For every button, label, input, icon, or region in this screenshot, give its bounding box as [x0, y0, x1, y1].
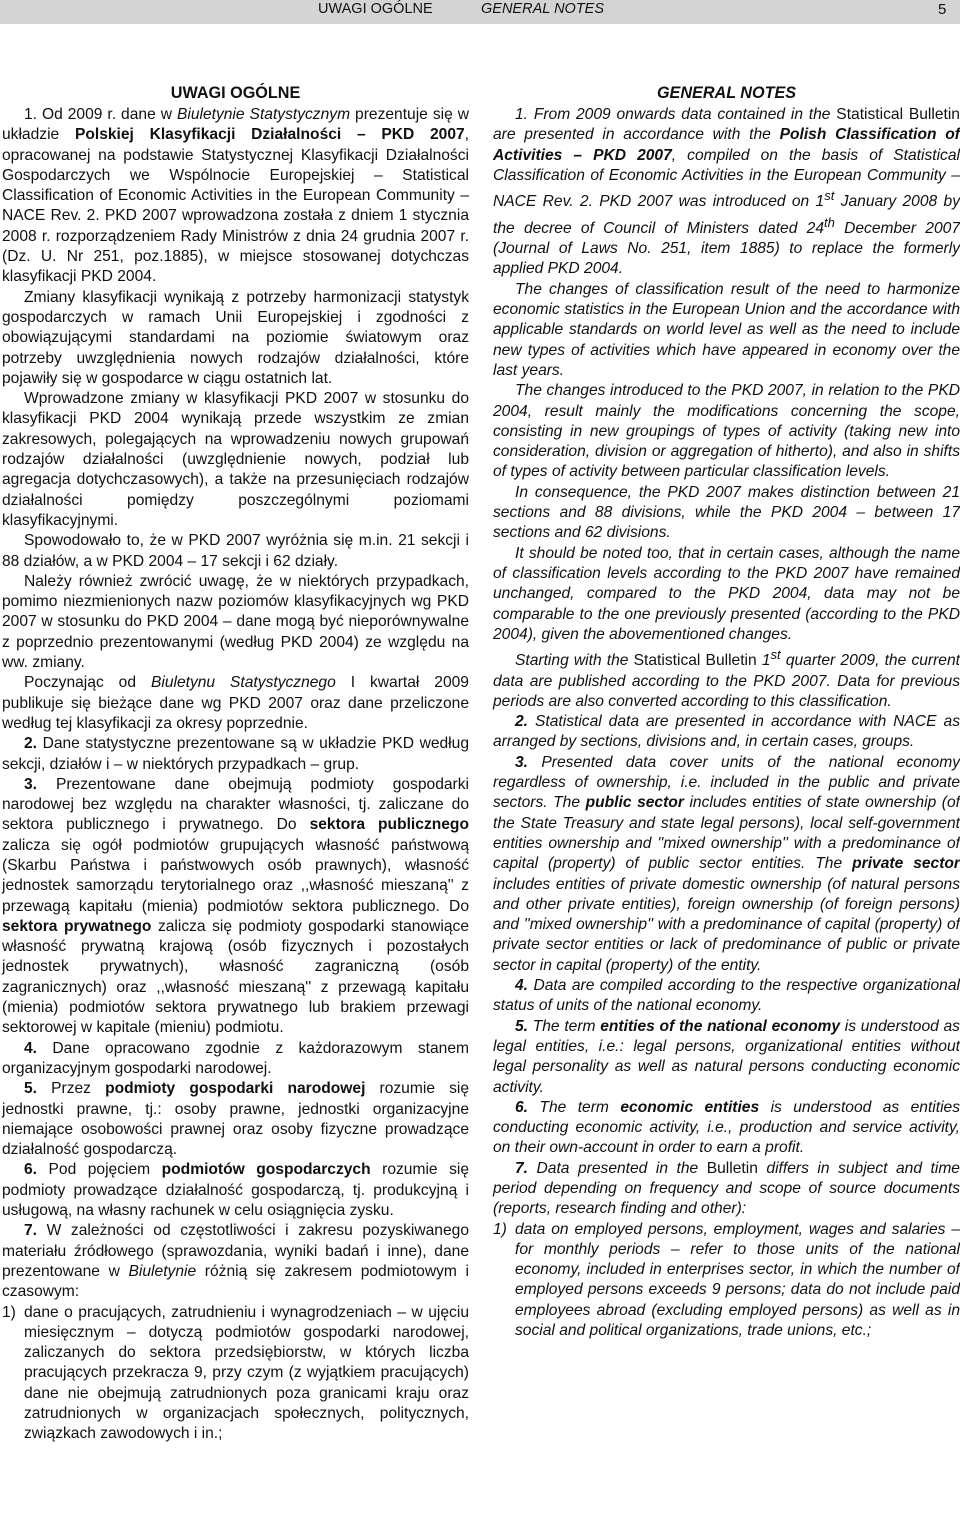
en-p11-num: 6. [515, 1098, 529, 1116]
list-item [493, 1220, 960, 1342]
en-p1-text-a: 1. From 2009 onwards data contained in the [515, 106, 837, 123]
en-p6-text-d: quarter 2009, the current data are published according to the PKD 2007. Data for previous periods are also converted according to this classification. [493, 652, 960, 710]
pl-p7-num: 2. [24, 735, 38, 753]
english-column [493, 82, 960, 1341]
en-p12-num: 7. [515, 1159, 529, 1177]
en-p10-num: 5. [515, 1017, 529, 1035]
en-paragraph-5: It should be noted too, that in certain cases, although the name of classification levels according to the PKD 2007 have remained unchanged, compared to the PKD 2004, data may not be comparable to the one previously presented (according to the PKD 2004), given the abovementioned changes. [493, 544, 960, 643]
en-p9-text: Data are compiled according to the respective organizational status of units of the national economy. [493, 977, 960, 1015]
pl-paragraph-2: Zmiany klasyfikacji wynikają z potrzeby harmonizacji statystyk gospodarczych w ramach Unii Europejskiej i zgodności z obowiązującymi standardami na poziomie światowym oraz potrzeby uwzględnienia nowych rodzajów działalności, które pojawiły się w gospodarce w ciągu ostatnich lat. [2, 288, 469, 387]
pl-p8-num: 3. [24, 775, 38, 793]
pl-p1-text-a: 1. Od 2009 r. dane w [24, 106, 177, 123]
en-p1-text-g: December 2007 (Journal of Laws No. 251, item 1885) to replace the formerly applied PKD 2004. [493, 219, 960, 278]
en-p6-text-a: Starting with the [515, 652, 634, 670]
en-p1-bold-pkd: Polish Classification of Activities – PKD 2007 [493, 126, 960, 164]
en-p8-bold-public: public sector [585, 794, 684, 812]
en-p1-text-e: , compiled on the basis of Statistical Classification of Economic Activities in the European Community – NACE Rev. 2. PKD 2007 was introduced on 1 [493, 146, 960, 211]
en-paragraph-2: The changes of classification result of the need to harmonize economic statistics in the European Union and the accordance with applicable standards on world level as well as the need to include new types of activities which have appeared in economy over the last years. [493, 280, 960, 379]
en-p10-text-a: The term [528, 1017, 601, 1035]
pl-p10-num: 5. [24, 1080, 38, 1098]
en-paragraph-10 [493, 1017, 960, 1098]
en-p1-text-c: are presented in accordance with the [493, 126, 780, 144]
en-paragraph-3: The changes introduced to the PKD 2007, in relation to the PKD 2004, result mainly the modifications concerning the scope, consisting in new groupings of types of activity (taking new into consideration, division or aggregation of hitherto), and also in shifts of types of activity between particular classification levels. [493, 382, 960, 481]
en-paragraph-1 [493, 105, 960, 280]
pl-p6-italic: Biuletynu Statystycznego [150, 674, 336, 692]
pl-p12-text-c: różnią się zakresem podmiotowym i czasowym: [2, 1262, 470, 1301]
pl-p11-text-a: Pod pojęciem [37, 1161, 162, 1179]
polish-heading: UWAGI OGÓLNE [170, 84, 301, 102]
pl-paragraph-8 [2, 775, 469, 1039]
en-p8-text-a: Presented data cover units of the national economy regardless of ownership, i.e. included in the public and private sectors. The [493, 753, 960, 812]
pl-paragraph-12 [2, 1221, 469, 1302]
pl-p8-bold-private: sektora prywatnego [2, 917, 152, 935]
pl-p6-text-c: I kwartał 2009 publikuje się bieżące dane wg PKD 2007 oraz dane przeliczone według tej klasyfikacji za okresy poprzednie. [2, 674, 469, 732]
pl-p11-text-c: rozumie się podmioty prowadzące działalność gospodarczą, tj. produkcyjną i usługową, na własny rachunek w celu osiągnięcia zysku. [2, 1161, 470, 1220]
pl-list [2, 1303, 469, 1445]
en-p6-sup: st [770, 647, 781, 663]
pl-paragraph-5: Należy również zwrócić uwagę, że w niektórych przypadkach, pomimo niezmienionych nazw poziomów klasyfikacyjnych wg PKD 2007 w stosunku do PKD 2004 – dane mogą być nieporównywalne z poprzednio prezentowanymi (według PKD 2004) ze względu na ww. zmiany. [2, 572, 469, 672]
pl-li1-text: dane o pracujących, zatrudnieniu i wynagrodzeniach – w ujęciu miesięcznym – dotyczą podmiotów gospodarki narodowej, zaliczanych do sektora przedsiębiorstw, w których liczba pracujących przekracza 9, przy czym (z wyjątkiem pracujących) dane nie obejmują zatrudnionych poza granicami kraju oraz zatrudnionych w organizacjach społecznych, politycznych, związkach zawodowych i in.; [24, 1303, 469, 1443]
pl-p8-text-c: zalicza się ogół podmiotów grupujących własność państwową (Skarbu Państwa i państwowych osób prawnych), własność jednostek samorządu terytorialnego oraz ,,własność mieszaną'' z przewagą kapitału (mienia) podmiotów sektora publicznego. Do [2, 836, 469, 915]
pl-paragraph-6 [2, 673, 469, 734]
pl-p9-num: 4. [24, 1039, 38, 1057]
pl-paragraph-11 [2, 1160, 469, 1221]
en-list [493, 1220, 960, 1342]
en-paragraph-7 [493, 712, 960, 753]
pl-paragraph-4: Spowodowało to, że w PKD 2007 wyróżnia się m.in. 21 sekcji i 88 działów, a w PKD 2004 – 17 sekcji i 62 działy. [2, 532, 469, 570]
en-paragraph-8 [493, 753, 960, 976]
en-p7-num: 2. [515, 713, 529, 731]
en-p8-num: 3. [515, 753, 529, 771]
pl-p11-num: 6. [24, 1161, 38, 1179]
polish-column [2, 82, 469, 1445]
pl-p8-bold-public: sektora publicznego [309, 816, 469, 834]
english-heading: GENERAL NOTES [656, 84, 797, 102]
en-p8-text-c: includes entities of state ownership (of the State Treasury and state legal persons), local self-government entities ownership and ''mixed ownership'' with a predominance of capital (property) of public sector entities. The [493, 794, 960, 873]
en-p8-text-e: includes entities of private domestic ownership (of natural persons and other private entities), foreign ownership (of foreign persons) and ''mixed ownership'' with a predominance of capital (property) of private sector entities or lack of predominance of public or private sector in capital (property) of the entity. [493, 875, 960, 974]
en-p1-bulletin: Statistical Bulletin [836, 106, 960, 123]
en-li1-text: data on employed persons, employment, wages and salaries – for monthly periods – refer to those units of the national economy, included in enterprises sector, in which the number of employed persons exceeds 9 persons; data do not include paid employees abroad (excluding employed persons) as well as in social and political organizations, trade unions, etc.; [515, 1220, 960, 1340]
pl-p10-bold: podmioty gospodarki narodowej [105, 1080, 366, 1098]
pl-paragraph-10 [2, 1079, 469, 1160]
en-p7-text: Statistical data are presented in accordance with NACE as arranged by sections, divisions and, in certain cases, groups. [493, 713, 960, 751]
pl-p8-text-a: Prezentowane dane obejmują podmioty gospodarki narodowej bez względu na charakter własności, tj. zaliczane do sektora publicznego i prywatnego. Do [2, 775, 469, 834]
header-title-en: GENERAL NOTES [481, 1, 605, 17]
en-p10-bold: entities of the national economy [600, 1017, 841, 1035]
pl-p12-num: 7. [24, 1222, 38, 1240]
en-p6-text-c: 1 [756, 652, 771, 670]
en-p1-text-f: January 2008 by the decree of Council of Ministers dated 24 [493, 193, 960, 237]
en-p10-text-c: is understood as legal entities, i.e.: legal persons, organizational entities without legal personality as well as natural persons conducting economic activity. [493, 1017, 960, 1096]
header-title-pl: UWAGI OGÓLNE [318, 1, 433, 17]
en-li1-num: 1) [493, 1220, 507, 1238]
pl-p7-text: Dane statystyczne prezentowane są w układzie PKD według sekcji, działów i – w niektórych przypadkach – grup. [2, 735, 469, 773]
en-p1-sup2: th [824, 214, 835, 230]
en-p11-text-c: is understood as entities conducting economic activity, i.e., production and service activity, on their own-account in order to earn a profit. [493, 1098, 960, 1157]
en-p12-bulletin: Bulletin [706, 1159, 758, 1177]
pl-paragraph-9 [2, 1039, 469, 1080]
en-p1-sup1: st [824, 188, 835, 204]
en-p11-bold: economic entities [620, 1098, 760, 1116]
pl-p10-text-c: rozumie się jednostki prawne, tj.: osoby prawne, jednostki organizacyjne niemające osobowości prawnej oraz osoby fizyczne prowadzące działalność gospodarczą. [2, 1080, 470, 1159]
en-paragraph-11 [493, 1098, 960, 1159]
pl-p9-text: Dane opracowano zgodnie z każdorazowym stanem organizacyjnym gospodarki narodowej. [2, 1039, 469, 1077]
page-number: 5 [938, 1, 947, 18]
pl-paragraph-3: Wprowadzone zmiany w klasyfikacji PKD 2007 w stosunku do klasyfikacji PKD 2004 wynikają przede wszystkim ze zmian zakresowych, polegających na wprowadzeniu nowych grupowań rodzajów działalności (uwzględnienie nowych, podział lub agregacja dotychczasowych), a także na przesunięciach rodzajów działalności pomiędzy poszczególnymi poziomami klasyfikacyjnymi. [2, 390, 469, 529]
pl-p11-bold: podmiotów gospodarczych [161, 1161, 371, 1179]
pl-p1-text-c: prezentuje się w układzie [2, 106, 469, 144]
pl-paragraph-7 [2, 734, 469, 775]
pl-p12-text-a: W zależności od częstotliwości i zakresu pozyskiwanego materiału źródłowego (sprawozdania, wyniki badań i inne), dane prezentowane w [2, 1222, 469, 1280]
en-p9-num: 4. [515, 977, 529, 995]
en-p12-text-c: differs in subject and time period depending on frequency and scope of source documents (reports, research finding and other): [493, 1159, 960, 1218]
pl-p1-italic-title: Biuletynie Statystycznym [176, 106, 351, 123]
running-header [0, 0, 960, 24]
pl-p1-text-e: , opracowanej na podstawie Statystycznej Klasyfikacji Działalności Gospodarczych we Wspólnocie Europejskiej – Statistical Classification of Economic Activities in the European Community – NACE Rev. 2. PKD 2007 wprowadzona została z dniem 1 stycznia 2008 r. rozporządzeniem Rady Ministrów z dnia 24 grudnia 2007 r. (Dz. U. Nr 251, poz.1885), w miejsce stosowanej dotychczas klasyfikacji PKD 2004. [2, 126, 470, 286]
pl-p8-text-e: zalicza się podmioty gospodarki stanowiące własność prywatną krajową (osób fizycznych i pozostałych jednostek prywatnych), własność zagraniczną (osób zagranicznych) oraz ,,własność mieszaną'' z przewagą kapitału (mienia) podmiotów sektora prywatnego lub brakiem przewagi sektorowej w kapitale (mieniu) podmiotu. [2, 917, 469, 1037]
pl-li1-num: 1) [2, 1303, 16, 1321]
pl-paragraph-1 [2, 105, 469, 288]
en-paragraph-9 [493, 976, 960, 1017]
pl-p6-text-a: Poczynając od [24, 674, 151, 692]
en-p12-text-a: Data presented in the [528, 1159, 707, 1177]
en-p11-text-a: The term [528, 1098, 621, 1116]
en-paragraph-6 [493, 645, 960, 712]
en-p6-bulletin: Statistical Bulletin [633, 652, 757, 670]
list-item [2, 1303, 469, 1445]
pl-p12-italic: Biuletynie [128, 1262, 197, 1280]
en-p8-bold-private: private sector [852, 855, 960, 873]
pl-p1-bold-pkd: Polskiej Klasyfikacji Działalności – PKD 2007 [74, 126, 465, 144]
en-paragraph-12 [493, 1159, 960, 1220]
en-paragraph-4: In consequence, the PKD 2007 makes distinction between 21 sections and 88 divisions, while the PKD 2004 – between 17 sections and 62 divisions. [493, 483, 960, 542]
pl-p10-text-a: Przez [37, 1080, 106, 1098]
